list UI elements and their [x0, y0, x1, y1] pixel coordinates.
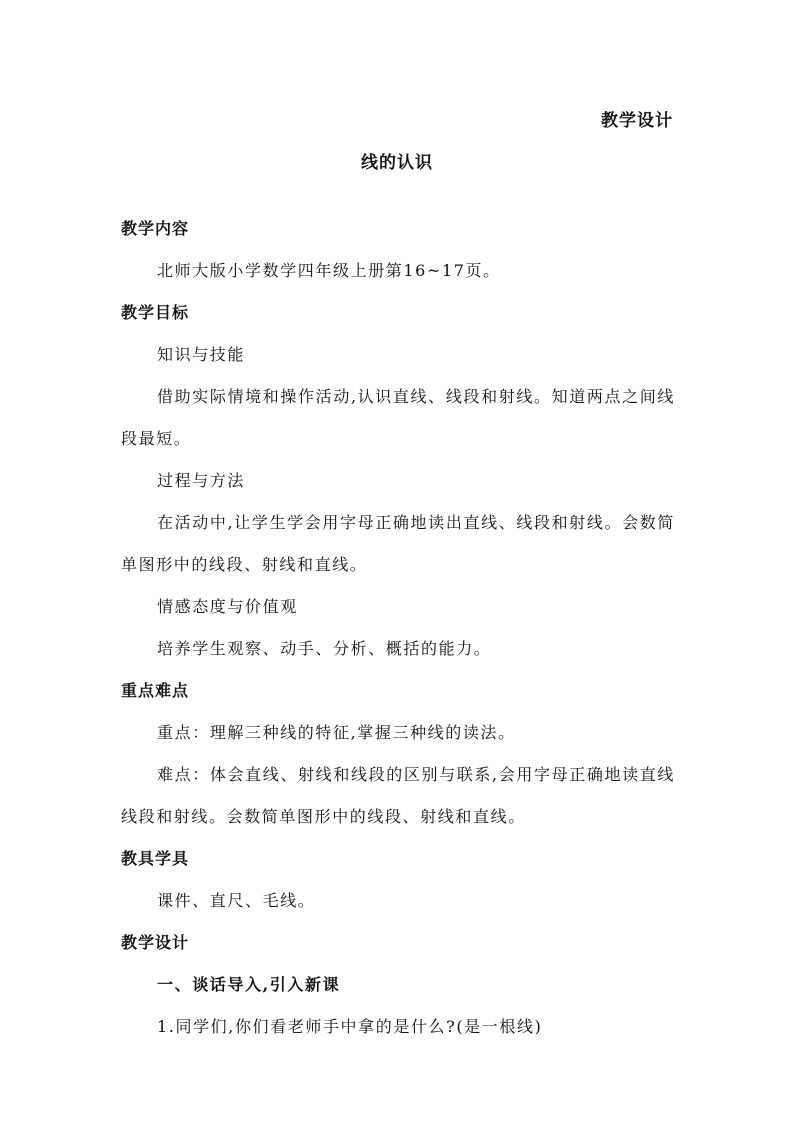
document-title: 线的认识: [361, 153, 433, 173]
header-label: 教学设计: [601, 111, 673, 131]
step1-title: 一、谈话导入,引入新课: [157, 975, 341, 994]
tools-text: 课件、直尺、毛线。: [157, 891, 316, 910]
knowledge-title: 知识与技能: [157, 345, 246, 364]
knowledge-text: 借助实际情境和操作活动,认识直线、线段和射线。知道两点之间线段最短。: [121, 387, 675, 448]
document-body: [121, 208, 675, 1048]
section-heading-tools: 教具学具: [121, 849, 190, 868]
focus-text: 重点：理解三种线的特征,掌握三种线的读法。: [157, 723, 516, 742]
step1-item1: 1.同学们,你们看老师手中拿的是什么?(是一根线): [157, 1017, 543, 1036]
emotion-text: 培养学生观察、动手、分析、概括的能力。: [157, 639, 492, 658]
content-text: 北师大版小学数学四年级上册第16~17页。: [157, 261, 501, 280]
difficulty-text: 难点：体会直线、射线和线段的区别与联系,会用字母正确地读直线线段和射线。会数简单图形中的线段、射线和直线。: [121, 765, 675, 826]
section-heading-design: 教学设计: [121, 933, 190, 952]
section-heading-content: 教学内容: [121, 219, 190, 238]
process-text: 在活动中,让学生学会用字母正确地读出直线、线段和射线。会数简单图形中的线段、射线和直线。: [121, 513, 675, 574]
emotion-title: 情感态度与价值观: [157, 597, 298, 616]
section-heading-objectives: 教学目标: [121, 303, 190, 322]
process-title: 过程与方法: [157, 471, 246, 490]
section-heading-key-points: 重点难点: [121, 681, 190, 700]
